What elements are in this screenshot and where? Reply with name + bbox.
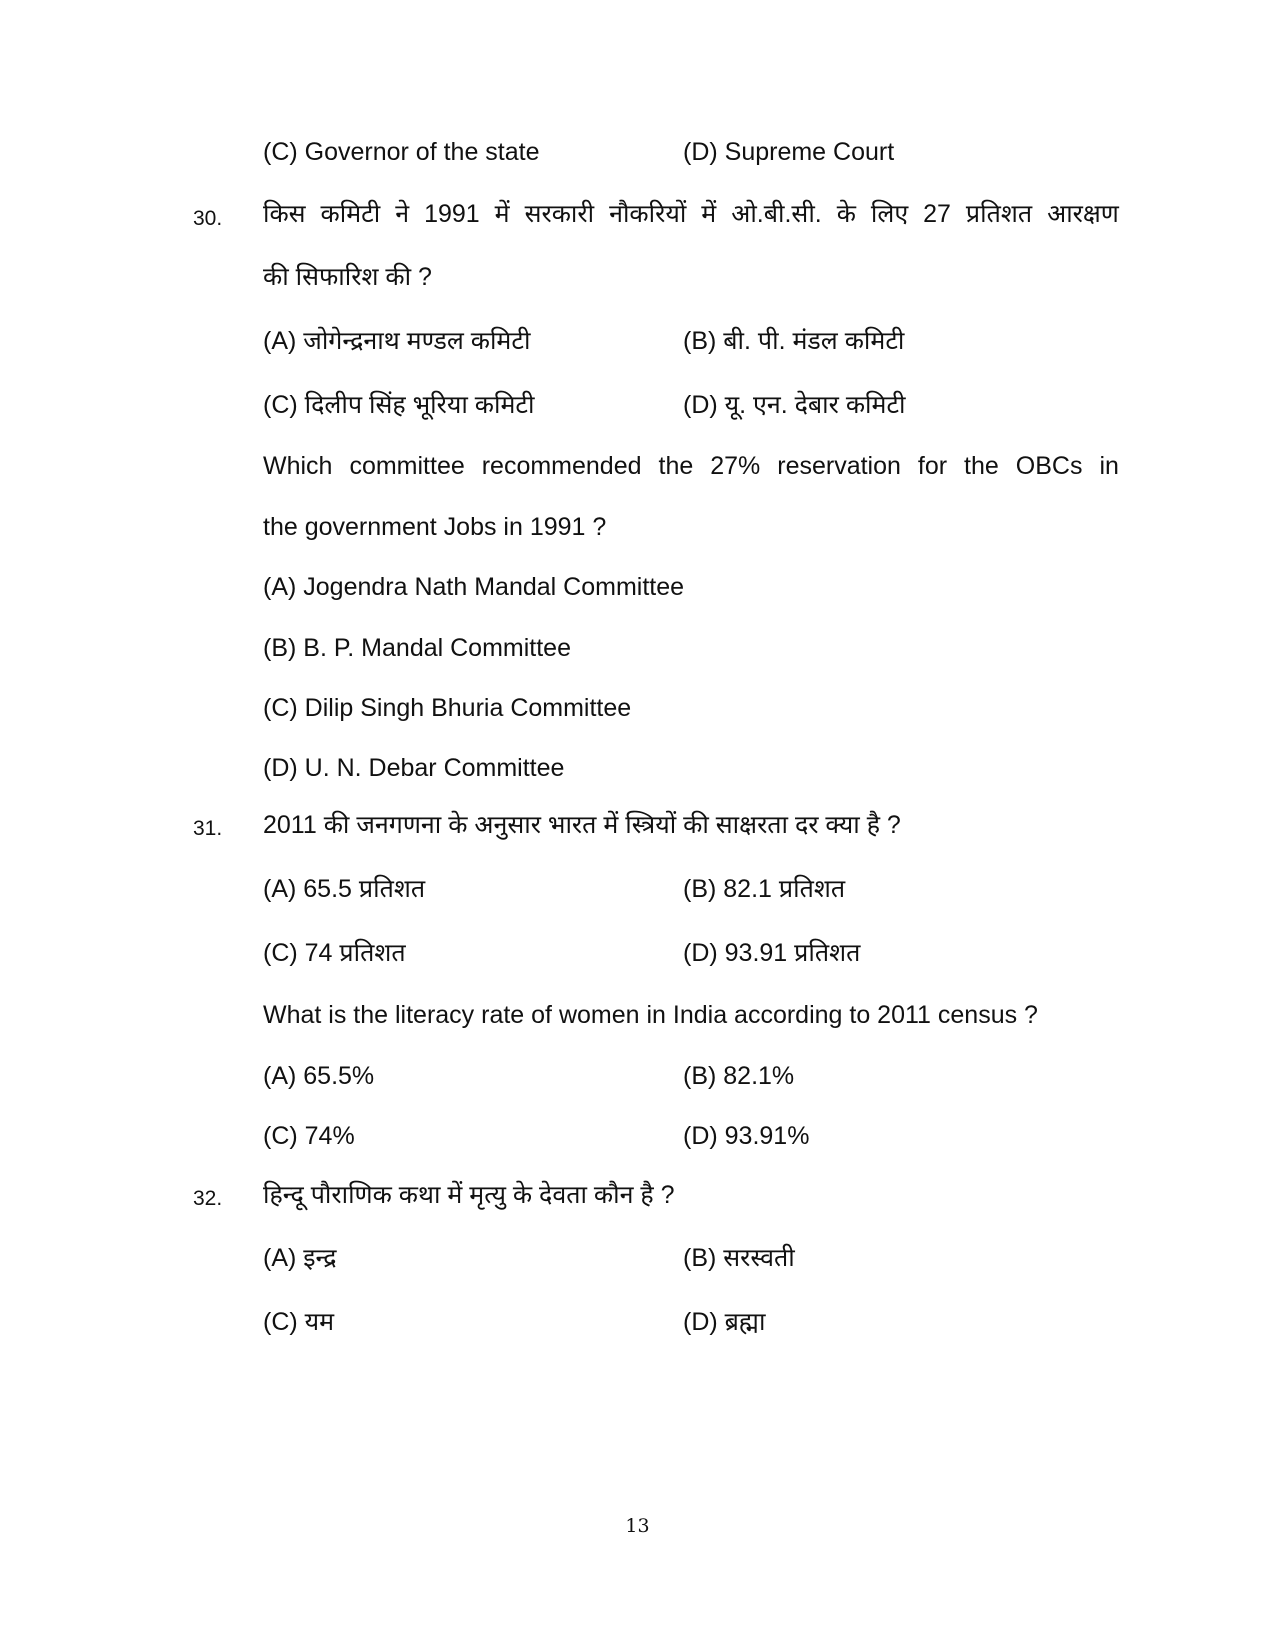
- word: के: [836, 200, 856, 228]
- q30-number: 30.: [193, 207, 223, 230]
- q32-number: 32.: [193, 1187, 223, 1210]
- page-number: 13: [625, 1515, 650, 1537]
- word: for: [917, 452, 948, 480]
- q30-english-option-b: (B) B. P. Mandal Committee: [263, 634, 571, 662]
- word: प्रतिशत: [965, 200, 1033, 228]
- q30-english-option-a: (A) Jogendra Nath Mandal Committee: [263, 573, 685, 601]
- q32-hindi-option-d: (D) ब्रह्मा: [683, 1308, 766, 1336]
- q30-hindi-option-a: (A) जोगेन्द्रनाथ मण्डल कमिटी: [263, 327, 531, 355]
- q30-hindi-question-line2: की सिफारिश की ?: [263, 263, 432, 291]
- q30-hindi-question-line1: [263, 199, 1119, 229]
- word: 27%: [710, 452, 761, 480]
- word: किस: [263, 200, 306, 228]
- q30-hindi-option-b: (B) बी. पी. मंडल कमिटी: [683, 327, 905, 355]
- q31-english-option-b: (B) 82.1%: [683, 1062, 795, 1090]
- q30-english-option-c: (C) Dilip Singh Bhuria Committee: [263, 694, 632, 722]
- q31-hindi-option-d: (D) 93.91 प्रतिशत: [683, 939, 861, 967]
- word: the: [964, 452, 999, 480]
- q30-english-question-line2: the government Jobs in 1991 ?: [263, 513, 607, 541]
- word: ने: [395, 200, 410, 228]
- q32-hindi-option-b: (B) सरस्वती: [683, 1244, 795, 1272]
- word: OBCs: [1015, 452, 1083, 480]
- word: नौकरियों: [609, 200, 687, 228]
- q31-hindi-option-c: (C) 74 प्रतिशत: [263, 939, 406, 967]
- word: सरकारी: [524, 200, 595, 228]
- q31-hindi-question: 2011 की जनगणना के अनुसार भारत में स्त्रियों की साक्षरता दर क्या है ?: [263, 811, 901, 839]
- q31-english-option-c: (C) 74%: [263, 1122, 355, 1150]
- word: लिए: [870, 200, 909, 228]
- q31-english-option-a: (A) 65.5%: [263, 1062, 375, 1090]
- word: Which: [263, 452, 333, 480]
- q32-hindi-question: हिन्दू पौराणिक कथा में मृत्यु के देवता कौन है ?: [263, 1181, 675, 1209]
- word: कमिटी: [320, 200, 381, 228]
- q30-english-option-d: (D) U. N. Debar Committee: [263, 754, 565, 782]
- word: में: [701, 200, 717, 228]
- word: reservation: [777, 452, 901, 480]
- q30-hindi-option-d: (D) यू. एन. देबार कमिटी: [683, 391, 906, 419]
- word: आरक्षण: [1047, 200, 1119, 228]
- word: the: [658, 452, 694, 480]
- q29-option-d: (D) Supreme Court: [683, 138, 895, 166]
- q30-hindi-option-c: (C) दिलीप सिंह भूरिया कमिटी: [263, 391, 535, 419]
- word: 27: [923, 200, 951, 228]
- word: in: [1099, 452, 1119, 480]
- word: में: [494, 200, 510, 228]
- word: ओ.बी.सी.: [731, 200, 822, 228]
- q31-english-question: What is the literacy rate of women in India according to 2011 census ?: [263, 1001, 1038, 1029]
- q32-hindi-option-a: (A) इन्द्र: [263, 1244, 337, 1272]
- q31-english-option-d: (D) 93.91%: [683, 1122, 810, 1150]
- word: committee: [349, 452, 465, 480]
- q29-option-c: (C) Governor of the state: [263, 138, 540, 166]
- q31-hindi-option-a: (A) 65.5 प्रतिशत: [263, 875, 426, 903]
- q31-hindi-option-b: (B) 82.1 प्रतिशत: [683, 875, 846, 903]
- q32-hindi-option-c: (C) यम: [263, 1308, 335, 1336]
- q30-english-question-line1: [263, 451, 1119, 481]
- word: 1991: [424, 200, 480, 228]
- q31-number: 31.: [193, 817, 223, 840]
- word: recommended: [481, 452, 642, 480]
